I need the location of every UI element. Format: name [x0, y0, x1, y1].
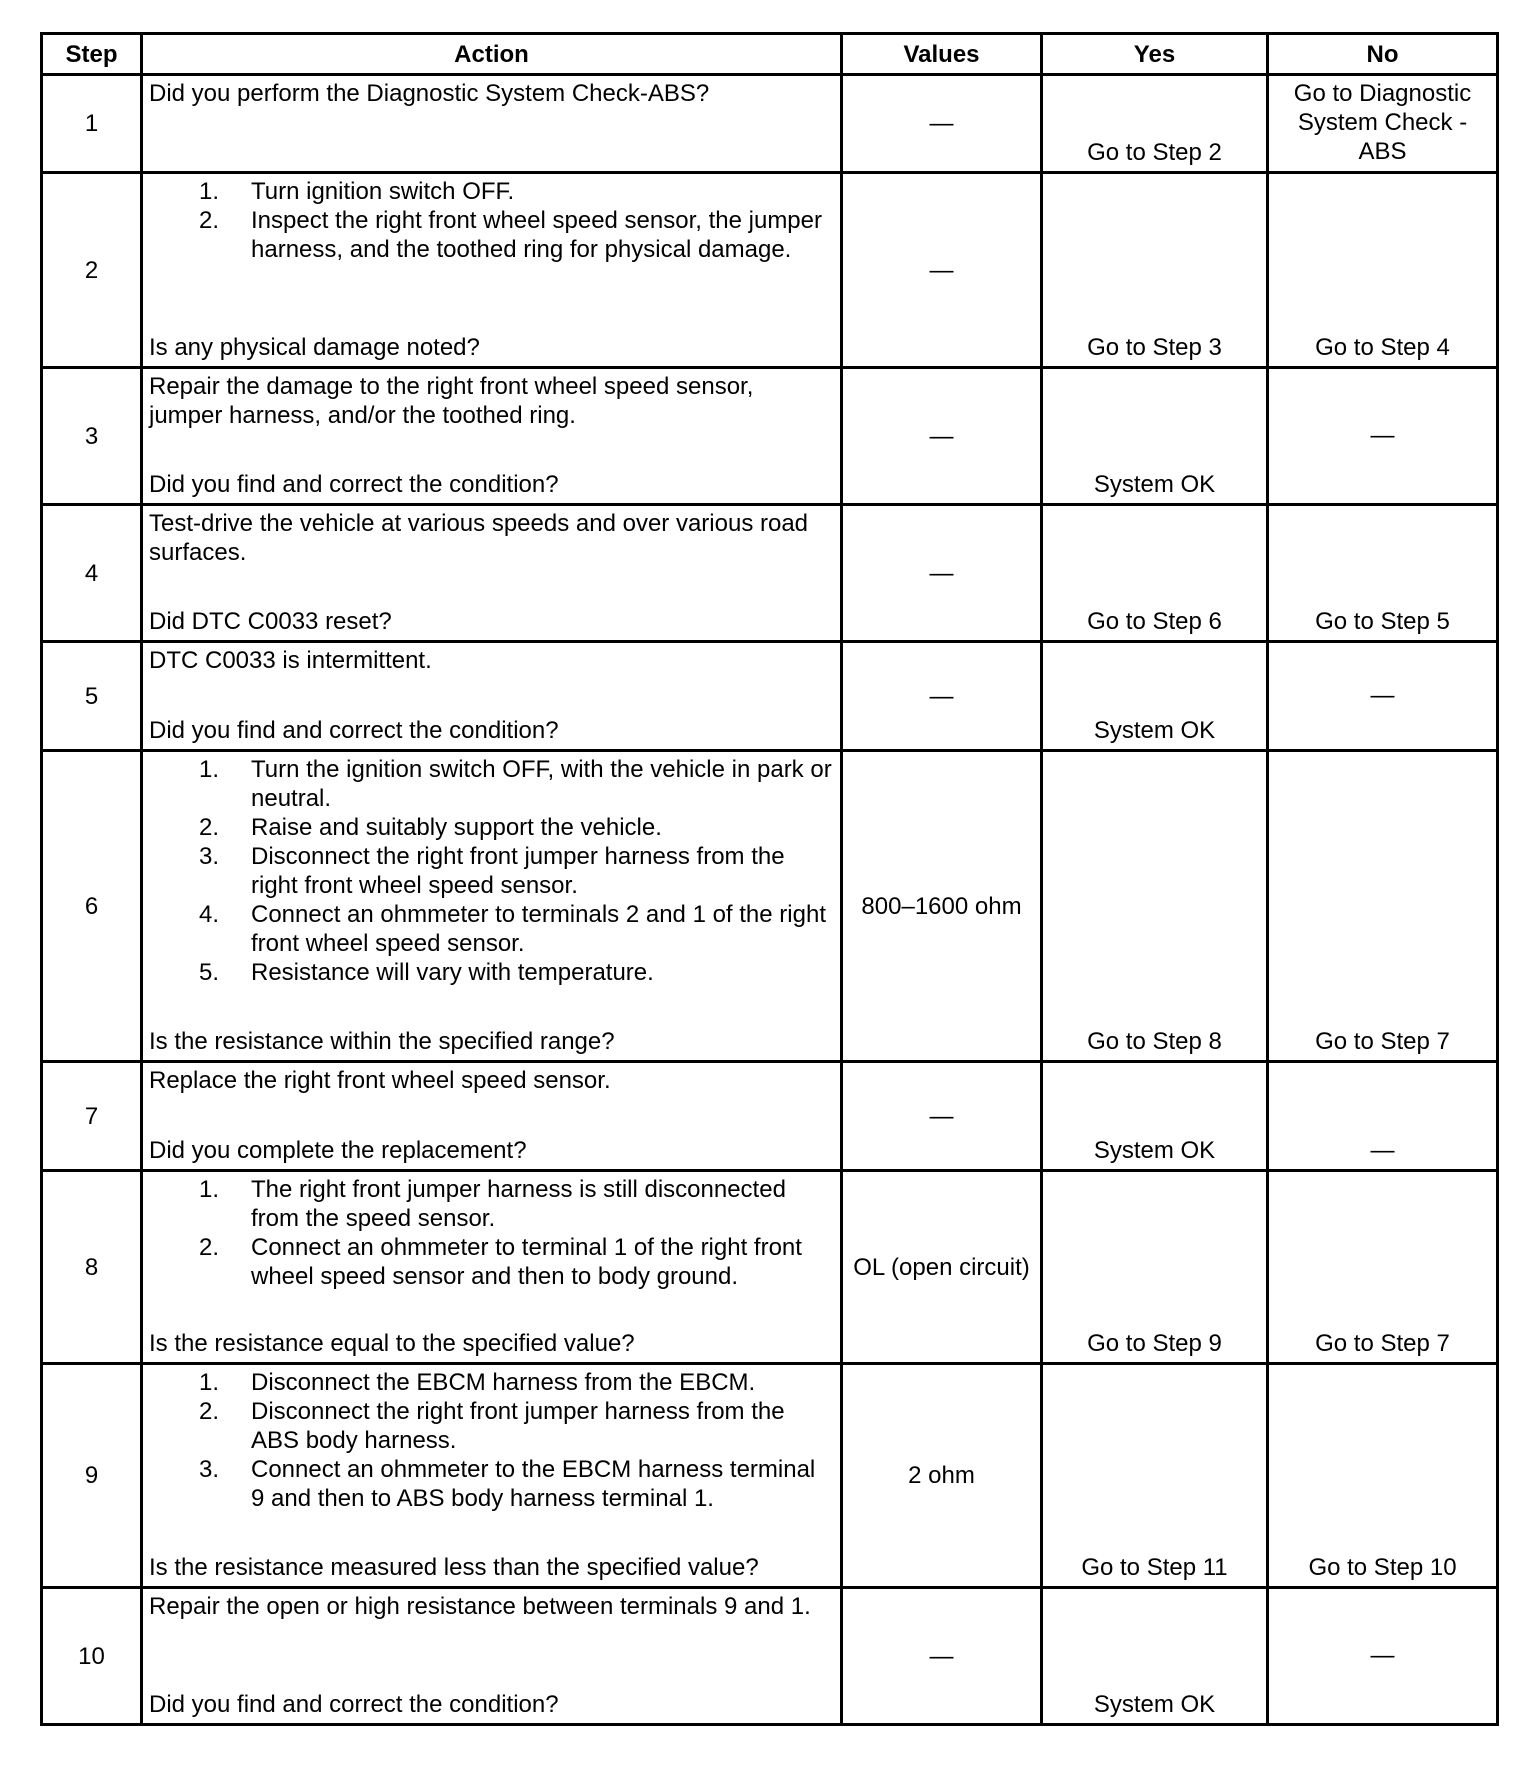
action-step-number: 1. [199, 1176, 220, 1203]
action-content [143, 1063, 840, 1169]
yes-result: System OK [1093, 1691, 1216, 1718]
action-step-text: Turn the ignition switch OFF, with the vehicle in park or neutral. [251, 756, 832, 812]
yes-result: System OK [1093, 1137, 1216, 1164]
value-cell: OL (open circuit) [842, 1171, 1042, 1364]
value-cell: — [842, 642, 1042, 751]
action-steps-list [149, 755, 832, 987]
action-cell [142, 1171, 842, 1364]
no-content [1269, 506, 1496, 640]
action-text: Replace the right front wheel speed sensor. [149, 1067, 611, 1094]
action-cell [142, 1364, 842, 1588]
table-row [42, 1588, 1498, 1725]
table-row [42, 75, 1498, 173]
action-question: Is the resistance measured less than the specified value? [149, 1554, 759, 1581]
action-body [149, 1175, 832, 1291]
action-step-number: 3. [199, 1456, 220, 1483]
action-steps-list [149, 1175, 832, 1291]
yes-cell [1042, 751, 1268, 1062]
no-cell [1268, 173, 1498, 368]
no-result: — [1370, 422, 1395, 449]
action-step-number: 2. [199, 207, 220, 234]
value-cell: — [842, 1588, 1042, 1725]
action-step-text: Turn ignition switch OFF. [251, 178, 515, 205]
value-cell: — [842, 173, 1042, 368]
no-content [1269, 369, 1496, 503]
table-header-row [42, 34, 1498, 75]
action-step-number: 2. [199, 1398, 220, 1425]
step-number: 2 [42, 173, 142, 368]
step-number: 10 [42, 1588, 142, 1725]
action-content [143, 174, 840, 366]
step-number: 3 [42, 368, 142, 505]
step-number: 7 [42, 1062, 142, 1171]
action-cell [142, 505, 842, 642]
action-question: Is any physical damage noted? [149, 334, 480, 361]
action-body [149, 1592, 832, 1621]
yes-cell [1042, 505, 1268, 642]
action-step-text: Disconnect the EBCM harness from the EBCM. [251, 1369, 756, 1396]
action-body [149, 79, 832, 108]
action-step-item [149, 958, 832, 987]
action-step-text: Inspect the right front wheel speed sensor, the jumper harness, and the toothed ring for physical damage. [251, 207, 822, 263]
header-yes: Yes [1042, 34, 1268, 75]
no-cell [1268, 368, 1498, 505]
action-step-item [149, 755, 832, 813]
action-step-text: Disconnect the right front jumper harness from the ABS body harness. [251, 1398, 785, 1454]
action-text: Did you perform the Diagnostic System Check-ABS? [149, 80, 710, 107]
action-step-number: 1. [199, 178, 220, 205]
action-cell [142, 751, 842, 1062]
action-step-number: 1. [199, 756, 220, 783]
yes-content [1043, 643, 1266, 749]
action-question: Did you find and correct the condition? [149, 717, 559, 744]
action-cell [142, 75, 842, 173]
no-content [1269, 643, 1496, 749]
action-question: Did you complete the replacement? [149, 1137, 527, 1164]
yes-content [1043, 1365, 1266, 1586]
action-body [149, 372, 832, 430]
no-result: — [1370, 1137, 1395, 1164]
action-question: Did DTC C0033 reset? [149, 608, 392, 635]
action-step-text: Connect an ohmmeter to terminal 1 of the right front wheel speed sensor and then to body ground. [251, 1234, 802, 1290]
action-step-item [149, 1233, 832, 1291]
no-cell [1268, 1171, 1498, 1364]
action-question: Is the resistance equal to the specified value? [149, 1330, 635, 1357]
yes-result: Go to Step 11 [1081, 1554, 1228, 1581]
table-row [42, 1062, 1498, 1171]
table-row [42, 368, 1498, 505]
yes-cell [1042, 368, 1268, 505]
action-content [143, 506, 840, 640]
action-step-item [149, 1455, 832, 1513]
yes-result: Go to Step 8 [1087, 1028, 1222, 1055]
action-step-item [149, 177, 832, 206]
yes-result: System OK [1093, 471, 1216, 498]
action-step-item [149, 900, 832, 958]
yes-cell [1042, 1588, 1268, 1725]
table-row [42, 751, 1498, 1062]
action-step-item [149, 1175, 832, 1233]
action-step-text: Resistance will vary with temperature. [251, 959, 654, 986]
no-result: — [1370, 1642, 1395, 1669]
table-row [42, 1171, 1498, 1364]
action-body [149, 646, 832, 675]
step-number: 6 [42, 751, 142, 1062]
table-row [42, 1364, 1498, 1588]
yes-result: Go to Step 6 [1087, 608, 1222, 635]
yes-cell [1042, 642, 1268, 751]
step-number: 4 [42, 505, 142, 642]
step-number: 8 [42, 1171, 142, 1364]
action-content [143, 76, 840, 171]
yes-content [1043, 76, 1266, 171]
action-cell [142, 1062, 842, 1171]
action-body [149, 177, 832, 264]
step-number: 1 [42, 75, 142, 173]
no-result: Go to Step 4 [1315, 334, 1450, 361]
no-content [1269, 1063, 1496, 1169]
action-question: Is the resistance within the specified range? [149, 1028, 615, 1055]
table-row [42, 642, 1498, 751]
action-step-text: Raise and suitably support the vehicle. [251, 814, 662, 841]
action-cell [142, 368, 842, 505]
value-cell: 2 ohm [842, 1364, 1042, 1588]
yes-cell [1042, 173, 1268, 368]
value-cell: — [842, 505, 1042, 642]
yes-cell [1042, 1171, 1268, 1364]
no-result: — [1370, 682, 1395, 709]
action-body [149, 1368, 832, 1513]
table-row [42, 505, 1498, 642]
no-cell [1268, 1364, 1498, 1588]
table-row [42, 173, 1498, 368]
yes-cell [1042, 1062, 1268, 1171]
yes-content [1043, 1063, 1266, 1169]
no-cell [1268, 751, 1498, 1062]
action-steps-list [149, 1368, 832, 1513]
action-step-item [149, 842, 832, 900]
action-step-item [149, 206, 832, 264]
value-cell: 800–1600 ohm [842, 751, 1042, 1062]
action-content [143, 1589, 840, 1723]
action-content [143, 1365, 840, 1586]
no-cell [1268, 505, 1498, 642]
value-cell: — [842, 1062, 1042, 1171]
no-content [1269, 752, 1496, 1060]
header-step: Step [42, 34, 142, 75]
action-content [143, 752, 840, 1060]
action-step-number: 5. [199, 959, 220, 986]
no-cell [1268, 75, 1498, 173]
yes-content [1043, 174, 1266, 366]
no-content [1269, 76, 1496, 171]
action-step-number: 3. [199, 843, 220, 870]
yes-result: System OK [1093, 717, 1216, 744]
yes-content [1043, 1172, 1266, 1362]
header-action: Action [142, 34, 842, 75]
no-content [1269, 1365, 1496, 1586]
action-cell [142, 173, 842, 368]
yes-result: Go to Step 2 [1087, 139, 1222, 166]
diagnostic-table [40, 32, 1499, 1726]
action-content [143, 369, 840, 503]
yes-content [1043, 752, 1266, 1060]
yes-cell [1042, 75, 1268, 173]
no-result: Go to Diagnostic System Check - ABS [1293, 80, 1472, 165]
action-cell [142, 1588, 842, 1725]
action-content [143, 1172, 840, 1362]
no-cell [1268, 1588, 1498, 1725]
no-cell [1268, 642, 1498, 751]
no-result: Go to Step 5 [1315, 608, 1450, 635]
yes-result: Go to Step 9 [1087, 1330, 1222, 1357]
step-number: 5 [42, 642, 142, 751]
yes-content [1043, 1589, 1266, 1723]
header-no: No [1268, 34, 1498, 75]
no-content [1269, 174, 1496, 366]
value-cell: — [842, 368, 1042, 505]
action-step-item [149, 1368, 832, 1397]
action-step-number: 1. [199, 1369, 220, 1396]
action-step-number: 2. [199, 1234, 220, 1261]
action-steps-list [149, 177, 832, 264]
action-question: Did you find and correct the condition? [149, 1691, 559, 1718]
action-text: Repair the open or high resistance between terminals 9 and 1. [149, 1593, 811, 1620]
no-result: Go to Step 7 [1315, 1028, 1450, 1055]
action-step-number: 4. [199, 901, 220, 928]
yes-content [1043, 506, 1266, 640]
no-content [1269, 1589, 1496, 1723]
action-step-text: Connect an ohmmeter to terminals 2 and 1 of the right front wheel speed sensor. [251, 901, 826, 957]
no-cell [1268, 1062, 1498, 1171]
action-question: Did you find and correct the condition? [149, 471, 559, 498]
action-content [143, 643, 840, 749]
yes-cell [1042, 1364, 1268, 1588]
action-step-number: 2. [199, 814, 220, 841]
yes-content [1043, 369, 1266, 503]
action-step-item [149, 813, 832, 842]
yes-result: Go to Step 3 [1087, 334, 1222, 361]
table-body [42, 75, 1498, 1725]
action-body [149, 755, 832, 987]
action-cell [142, 642, 842, 751]
action-text: Test-drive the vehicle at various speeds and over various road surfaces. [149, 510, 809, 566]
action-text: DTC C0033 is intermittent. [149, 647, 432, 674]
value-cell: — [842, 75, 1042, 173]
action-step-text: Connect an ohmmeter to the EBCM harness terminal 9 and then to ABS body harness terminal 1. [251, 1456, 816, 1512]
action-text: Repair the damage to the right front wheel speed sensor, jumper harness, and/or the toothed ring. [149, 373, 754, 429]
action-step-text: Disconnect the right front jumper harness from the right front wheel speed sensor. [251, 843, 785, 899]
action-step-item [149, 1397, 832, 1455]
action-step-text: The right front jumper harness is still disconnected from the speed sensor. [251, 1176, 786, 1232]
no-content [1269, 1172, 1496, 1362]
no-result: Go to Step 10 [1308, 1554, 1457, 1581]
no-result: Go to Step 7 [1315, 1330, 1450, 1357]
step-number: 9 [42, 1364, 142, 1588]
header-values: Values [842, 34, 1042, 75]
action-body [149, 1066, 832, 1095]
action-body [149, 509, 832, 567]
